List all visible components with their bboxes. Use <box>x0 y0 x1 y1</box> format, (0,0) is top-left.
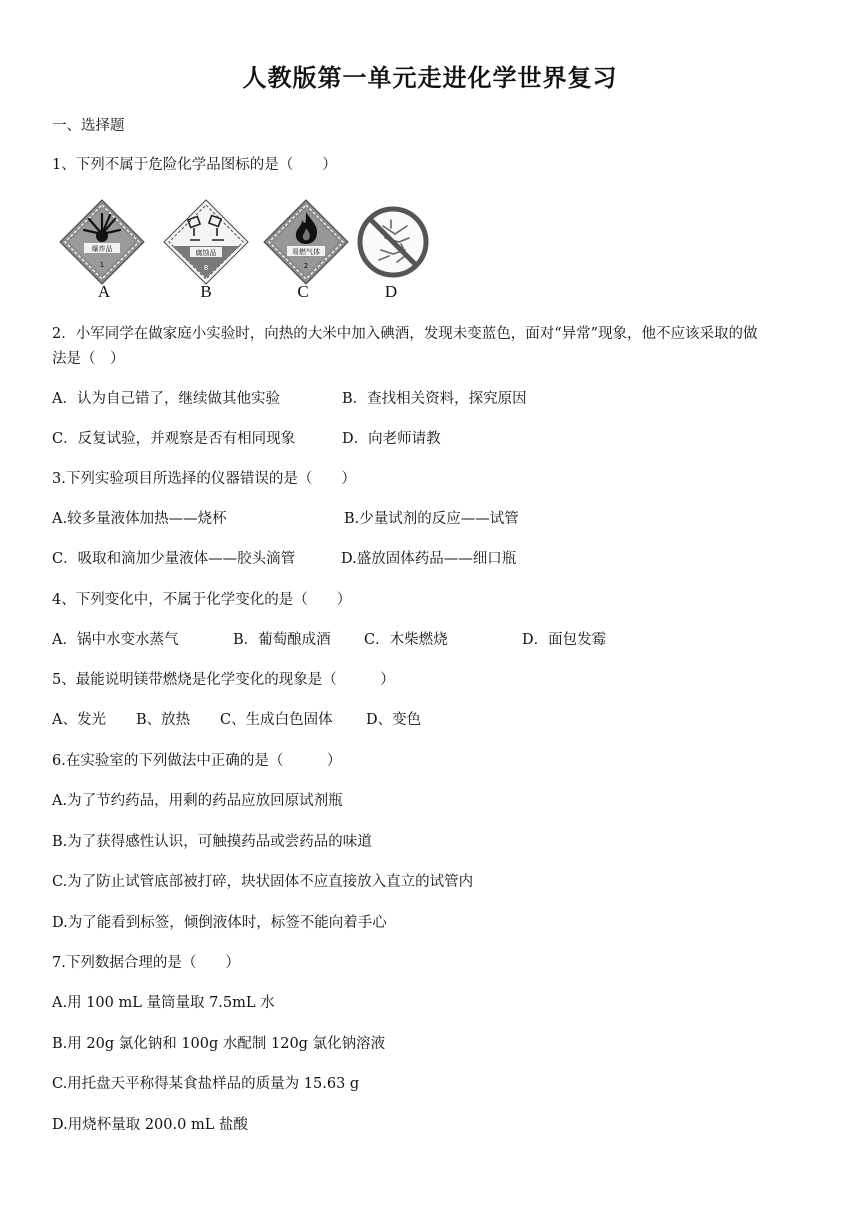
icon-c-text: 易燃气体 <box>292 248 320 256</box>
option-label-d: D <box>384 282 398 301</box>
icon-a-number: 1 <box>99 261 105 269</box>
q6-option-a: A.为了节约药品，用剩的药品应放回原试剂瓶 <box>52 793 343 809</box>
q4-option-a: A．锅中水变水蒸气 <box>52 632 179 648</box>
explosive-icon <box>58 198 146 286</box>
q2-option-d: D．向老师请教 <box>342 431 441 447</box>
q4-option-d: D．面包发霉 <box>522 632 607 648</box>
q6-option-b: B.为了获得感性认识，可触摸药品或尝药品的味道 <box>52 834 372 850</box>
q3-option-a: A.较多量液体加热——烧杯 <box>52 511 227 527</box>
q4-option-b: B．葡萄酿成酒 <box>233 632 331 648</box>
q7-option-b: B.用 20g 氯化钠和 100g 水配制 120g 氯化钠溶液 <box>52 1036 386 1052</box>
q7-option-c: C.用托盘天平称得某食盐样品的质量为 15.63 g <box>52 1076 360 1092</box>
q4-stem: 4、下列变化中，不属于化学变化的是（ ） <box>52 592 352 608</box>
icon-a-text: 爆炸品 <box>91 245 113 253</box>
q5-option-b: B、放热 <box>136 712 191 728</box>
q3-option-c: C．吸取和滴加少量液体——胶头滴管 <box>52 551 296 567</box>
icon-b-text: 腐蚀品 <box>195 249 217 257</box>
q2-stem-line2: 法是（ ） <box>52 351 125 367</box>
q6-option-c: C.为了防止试管底部被打碎，块状固体不应直接放入直立的试管内 <box>52 874 474 890</box>
no-fireworks-icon <box>355 204 431 280</box>
q1-stem: 1、下列不属于危险化学品图标的是（ ） <box>52 157 337 173</box>
q6-option-d: D.为了能看到标签，倾倒液体时，标签不能向着手心 <box>52 915 387 931</box>
flammable-gas-icon <box>262 198 350 286</box>
q7-option-a: A.用 100 mL 量筒量取 7.5mL 水 <box>52 995 275 1011</box>
section-heading: 一、选择题 <box>52 118 125 134</box>
option-label-a: A <box>97 282 111 301</box>
corrosive-icon <box>162 198 250 286</box>
q2-option-b: B．查找相关资料，探究原因 <box>342 391 527 407</box>
q5-option-d: D、变色 <box>366 712 422 728</box>
option-label-c: C <box>297 282 309 301</box>
option-label-b: B <box>200 282 212 301</box>
icon-b-number: 8 <box>203 264 209 272</box>
q7-option-d: D.用烧杯量取 200.0 mL 盐酸 <box>52 1117 248 1133</box>
page-title: 人教版第一单元走进化学世界复习 <box>242 64 618 92</box>
q4-option-c: C．木柴燃烧 <box>364 632 448 648</box>
q6-stem: 6.在实验室的下列做法中正确的是（ ） <box>52 753 342 769</box>
q3-option-d: D.盛放固体药品——细口瓶 <box>341 551 517 567</box>
q7-stem: 7.下列数据合理的是（ ） <box>52 955 240 971</box>
q5-option-a: A、发光 <box>52 712 106 728</box>
q2-option-a: A．认为自己错了，继续做其他实验 <box>52 391 280 407</box>
q5-stem: 5、最能说明镁带燃烧是化学变化的现象是（ ） <box>52 672 395 688</box>
q3-stem: 3.下列实验项目所选择的仪器错误的是（ ） <box>52 471 356 487</box>
q5-option-c: C、生成白色固体 <box>220 712 333 728</box>
q3-option-b: B.少量试剂的反应——试管 <box>344 511 519 527</box>
q2-stem-line1: 2．小军同学在做家庭小实验时，向热的大米中加入碘酒，发现未变蓝色，面对“异常”现象，他不应该采取的做 <box>52 326 758 342</box>
icon-c-number: 2 <box>303 262 309 270</box>
q2-option-c: C．反复试验，并观察是否有相同现象 <box>52 431 296 447</box>
